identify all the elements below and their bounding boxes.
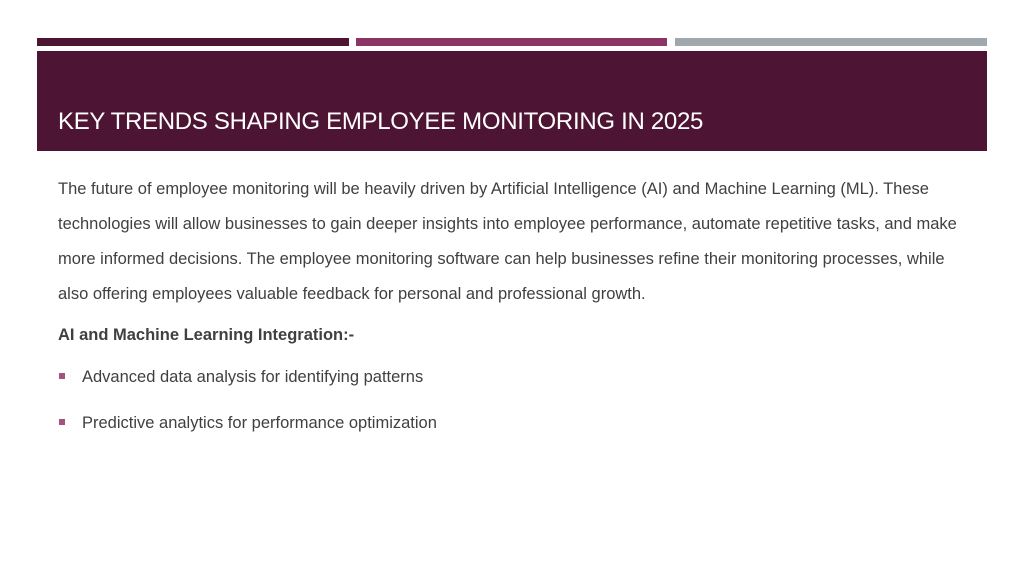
- accent-bar-magenta: [356, 38, 667, 46]
- bullet-list: [58, 366, 978, 434]
- accent-bars: [37, 38, 987, 46]
- accent-bar-plum: [37, 38, 349, 46]
- bullet-item: [58, 366, 978, 388]
- square-bullet-icon: [59, 373, 65, 379]
- slide-title: KEY TRENDS SHAPING EMPLOYEE MONITORING IN 2025: [58, 108, 704, 135]
- square-bullet-icon: [59, 419, 65, 425]
- bullet-text: Predictive analytics for performance optimization: [82, 414, 437, 432]
- slide-content: [58, 172, 978, 458]
- intro-paragraph: The future of employee monitoring will be heavily driven by Artificial Intelligence (AI) and Machine Learning (ML). These technologies will allow businesses to gain deeper insights into employee performance, automate repetitive tasks, and make more informed decisions. The employee monitoring software can help businesses refine their monitoring processes, while also offering employees valuable feedback for personal and professional growth.: [58, 180, 957, 303]
- title-band: [37, 51, 987, 151]
- bullet-text: Advanced data analysis for identifying patterns: [82, 368, 424, 386]
- accent-bar-gray: [675, 38, 987, 46]
- section-subheading: AI and Machine Learning Integration:-: [58, 326, 355, 344]
- bullet-item: [58, 412, 978, 434]
